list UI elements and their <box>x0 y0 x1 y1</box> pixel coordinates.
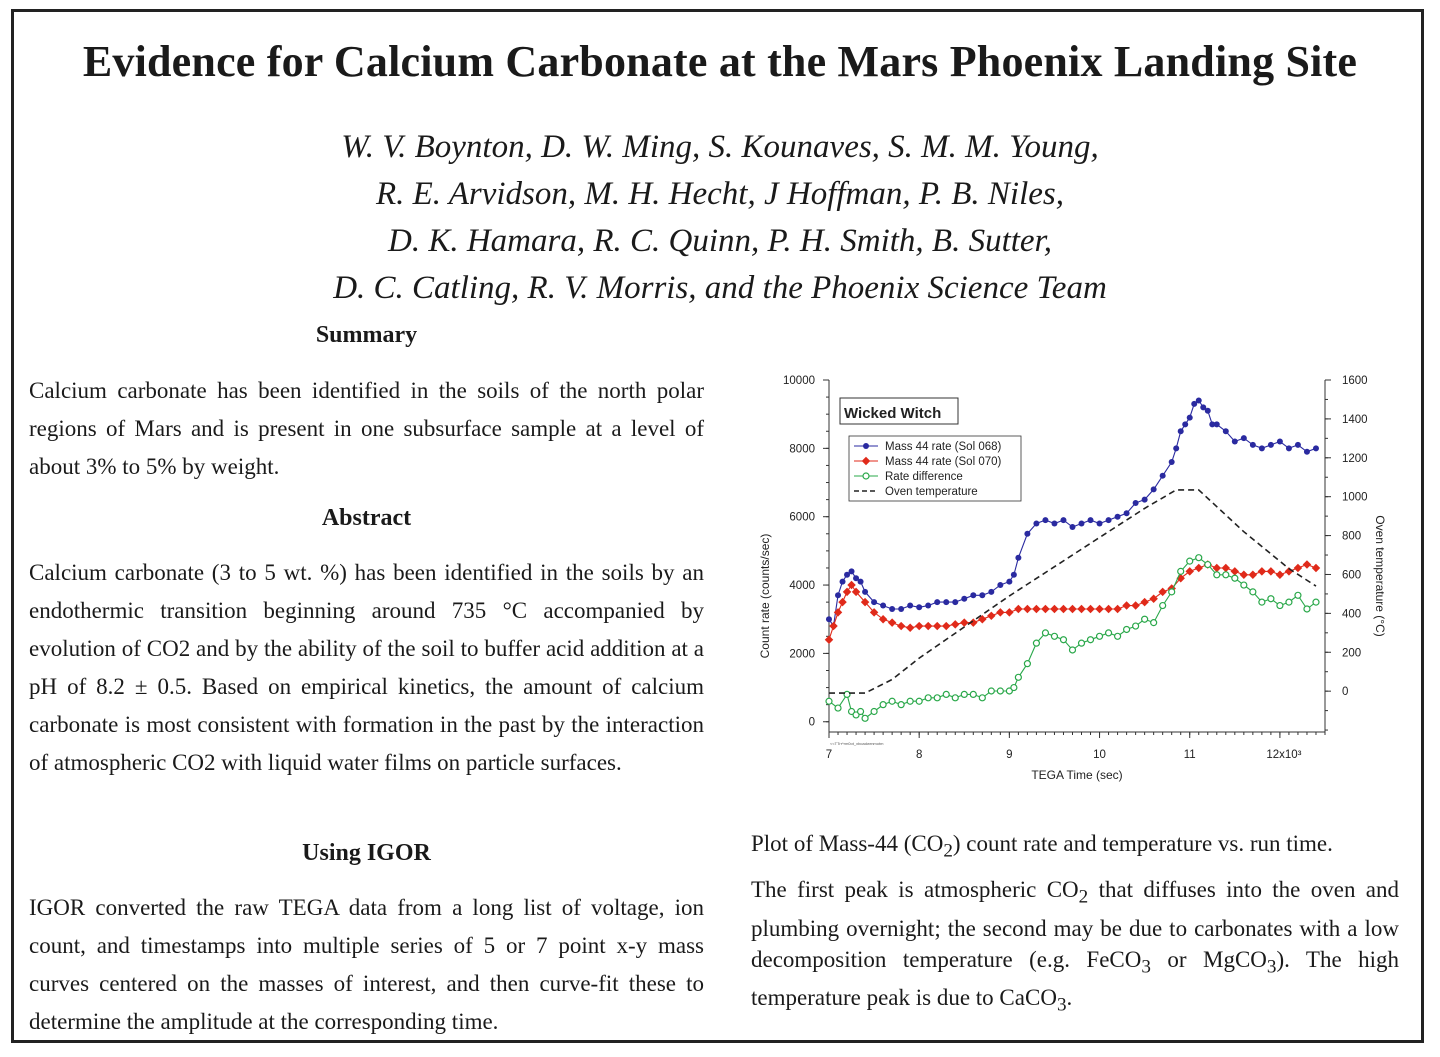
data-point <box>906 624 914 632</box>
data-point <box>1051 633 1057 639</box>
data-point <box>1241 435 1247 441</box>
y-tick-label: 2000 <box>789 648 815 661</box>
data-point <box>1050 605 1058 613</box>
data-point <box>961 691 967 697</box>
data-point <box>1024 661 1030 667</box>
x-tick-label: 12x10³ <box>1266 749 1302 761</box>
x-axis-label: TEGA Time (sec) <box>1031 768 1123 782</box>
data-point <box>1077 605 1085 613</box>
data-point <box>915 622 923 630</box>
caption-text: ). The high temperature peak is due to CaCO <box>751 946 1399 1011</box>
y2-tick-label: 800 <box>1342 530 1362 543</box>
data-point <box>858 708 864 714</box>
data-point <box>1124 510 1130 516</box>
data-point <box>1286 599 1292 605</box>
data-point <box>898 606 904 612</box>
data-point <box>898 702 904 708</box>
data-point <box>1169 459 1175 465</box>
data-point <box>1295 442 1301 448</box>
data-point <box>1240 571 1248 579</box>
series-line-0 <box>829 401 1316 627</box>
data-point <box>1011 572 1017 578</box>
y-tick-label: 6000 <box>789 511 815 524</box>
data-point <box>934 599 940 605</box>
data-point <box>1223 572 1229 578</box>
chart-figure <box>752 362 1397 792</box>
data-point <box>1042 630 1048 636</box>
data-point <box>943 691 949 697</box>
data-point <box>1303 560 1311 568</box>
data-point <box>1214 572 1220 578</box>
data-point <box>1223 428 1229 434</box>
data-point <box>952 695 958 701</box>
y-tick-label: 4000 <box>789 580 815 593</box>
data-point <box>1294 564 1302 572</box>
data-point <box>1268 442 1274 448</box>
data-point <box>1169 589 1175 595</box>
data-point <box>960 618 968 626</box>
data-point <box>1033 521 1039 527</box>
data-point <box>942 622 950 630</box>
caption-text: . <box>1066 985 1073 1011</box>
data-point <box>1088 637 1094 643</box>
data-point <box>1286 445 1292 451</box>
data-point <box>862 589 868 595</box>
data-point <box>1142 497 1148 503</box>
data-point <box>979 592 985 598</box>
data-point <box>840 579 846 585</box>
data-point <box>858 579 864 585</box>
poster-title: Evidence for Calcium Carbonate at the Mars Phoenix Landing Site <box>82 37 1358 86</box>
data-point <box>1149 594 1157 602</box>
data-point <box>871 708 877 714</box>
caption-text: The first peak is atmospheric CO <box>751 877 1079 902</box>
data-point <box>1014 605 1022 613</box>
y-tick-label: 8000 <box>789 443 815 456</box>
data-point <box>880 603 886 609</box>
data-point <box>1060 637 1066 643</box>
tiny-igor-label: <<TTrr*rm0ot_xboadwrnmotm <box>830 741 884 746</box>
data-point <box>1079 521 1085 527</box>
data-point <box>988 688 994 694</box>
data-point <box>1133 500 1139 506</box>
data-point <box>1249 571 1257 579</box>
data-point <box>1133 623 1139 629</box>
x-tick-label: 9 <box>1006 749 1013 761</box>
data-point <box>1205 408 1211 414</box>
caption-subscript: 3 <box>1266 956 1277 978</box>
data-point <box>1113 605 1121 613</box>
data-point <box>1259 599 1265 605</box>
caption-text: that diffuses into the oven and plumbing overnight; the second may be due to carbonates with a low decomposition temperature (e.g. FeCO <box>751 877 1400 972</box>
data-point <box>829 622 837 630</box>
data-point <box>1259 445 1265 451</box>
data-point <box>924 622 932 630</box>
data-point <box>996 608 1004 616</box>
author-line: D. C. Catling, R. V. Morris, and the Phoenix Science Team <box>333 270 1107 306</box>
data-point <box>1023 605 1031 613</box>
y-tick-label: 0 <box>808 716 815 729</box>
data-point <box>1097 633 1103 639</box>
data-point <box>1178 568 1184 574</box>
data-point <box>907 698 913 704</box>
caption-text: ) count rate and temperature vs. run time. <box>952 831 1333 856</box>
data-point <box>925 695 931 701</box>
data-point <box>880 702 886 708</box>
data-point <box>1196 398 1202 404</box>
data-point <box>1313 445 1319 451</box>
data-point <box>1032 605 1040 613</box>
data-point <box>843 588 851 596</box>
caption-subscript: 2 <box>943 840 953 862</box>
data-point <box>943 599 949 605</box>
data-point <box>1140 598 1148 606</box>
figure-caption-line <box>751 828 1399 867</box>
data-point <box>1068 605 1076 613</box>
data-point <box>1088 517 1094 523</box>
data-point <box>970 592 976 598</box>
data-point <box>1214 421 1220 427</box>
caption-text: Plot of Mass-44 (CO <box>751 831 944 856</box>
data-point <box>1024 531 1030 537</box>
data-point <box>961 596 967 602</box>
data-point <box>889 698 895 704</box>
data-point <box>1250 589 1256 595</box>
summary-heading: Summary <box>315 322 418 348</box>
abstract-heading: Abstract <box>321 505 412 531</box>
y-axis-label: Count rate (counts/sec) <box>758 533 772 659</box>
data-point <box>1258 567 1266 575</box>
data-point <box>1060 517 1066 523</box>
x-tick-label: 7 <box>825 749 833 761</box>
legend-marker <box>863 443 869 449</box>
x-tick-label: 8 <box>915 749 923 761</box>
data-point <box>925 603 931 609</box>
figure-caption-paragraph <box>751 874 1399 1021</box>
data-point <box>1095 605 1103 613</box>
data-point <box>1142 616 1148 622</box>
y-tick-label: 10000 <box>783 375 815 387</box>
legend-marker <box>863 473 869 479</box>
data-point <box>1059 605 1067 613</box>
igor-text: IGOR converted the raw TEGA data from a long list of voltage, ion count, and timestamps into multiple series of 5 or 7 point x-y mass curves centered on the masses of interest, and then curve-fit these to determine the amplitude at the corresponding time. <box>29 895 704 1034</box>
caption-subscript: 3 <box>1141 956 1151 978</box>
data-point <box>1106 517 1112 523</box>
data-point <box>1304 449 1310 455</box>
data-point <box>889 606 895 612</box>
y2-tick-label: 1600 <box>1342 375 1368 387</box>
data-point <box>951 620 959 628</box>
data-point <box>1232 575 1238 581</box>
data-point <box>907 603 913 609</box>
data-point <box>1011 685 1017 691</box>
data-point <box>1079 640 1085 646</box>
data-point <box>1151 620 1157 626</box>
data-point <box>897 622 905 630</box>
data-point <box>1195 564 1203 572</box>
data-point <box>862 715 868 721</box>
data-point <box>1033 640 1039 646</box>
data-point <box>1069 647 1075 653</box>
data-point <box>1006 579 1012 585</box>
x-tick-label: 10 <box>1093 749 1106 761</box>
data-point <box>1267 567 1275 575</box>
data-point <box>1015 555 1021 561</box>
summary-text: Calcium carbonate has been identified in the soils of the north polar regions of Mars and is present in one subsurface sample at a level of about 3% to 5% by weight. <box>29 378 704 479</box>
legend-label: Rate difference <box>885 471 963 483</box>
data-point <box>1276 571 1284 579</box>
abstract-text: Calcium carbonate (3 to 5 wt. %) has been identified in the soils by an endothermic transition beginning around 735 °C accompanied by evolution of CO2 and by the ability of the soil to buffer acid addition at a pH of 8.2 ± 0.5. Based on empirical kinetics, the amount of calcium carbonate is most consistent with formation in the past by the interaction of atmospheric CO2 with liquid water films on particle surfaces. <box>29 560 704 775</box>
y2-tick-label: 1000 <box>1342 491 1368 504</box>
data-point <box>1196 555 1202 561</box>
data-point <box>1295 592 1301 598</box>
data-point <box>987 612 995 620</box>
data-point <box>952 599 958 605</box>
data-point <box>826 698 832 704</box>
data-point <box>838 598 846 606</box>
data-point <box>1182 421 1188 427</box>
legend-label: Mass 44 rate (Sol 068) <box>885 441 1002 453</box>
data-point <box>888 618 896 626</box>
data-point <box>1304 606 1310 612</box>
data-point <box>1187 415 1193 421</box>
y2-tick-label: 1200 <box>1342 452 1368 465</box>
y2-tick-label: 0 <box>1342 686 1349 699</box>
data-point <box>1051 521 1057 527</box>
data-point <box>1222 564 1230 572</box>
data-point <box>933 622 941 630</box>
data-point <box>1277 603 1283 609</box>
legend-label: Oven temperature <box>885 486 978 498</box>
mass44-chart <box>752 362 1397 792</box>
data-point <box>1069 524 1075 530</box>
data-point <box>1005 608 1013 616</box>
data-point <box>916 698 922 704</box>
data-point <box>1097 521 1103 527</box>
data-point <box>1124 626 1130 632</box>
data-point <box>1104 605 1112 613</box>
y2-tick-label: 200 <box>1342 647 1362 660</box>
data-point <box>1312 564 1320 572</box>
y2-tick-label: 400 <box>1342 608 1362 621</box>
caption-subscript: 3 <box>1056 994 1067 1016</box>
data-point <box>934 695 940 701</box>
data-point <box>1160 473 1166 479</box>
y2-axis-label: Oven temperature (°C) <box>1373 515 1387 637</box>
data-point <box>1151 486 1157 492</box>
data-point <box>1106 630 1112 636</box>
data-point <box>835 592 841 598</box>
data-point <box>1205 562 1211 568</box>
data-point <box>1173 445 1179 451</box>
data-point <box>970 691 976 697</box>
caption-text: or MgCO <box>1150 946 1267 972</box>
data-point <box>1185 567 1193 575</box>
data-point <box>1160 603 1166 609</box>
y2-tick-label: 1400 <box>1342 413 1368 426</box>
data-point <box>1268 596 1274 602</box>
data-point <box>1131 601 1139 609</box>
data-point <box>1187 558 1193 564</box>
author-line: D. K. Hamara, R. C. Quinn, P. H. Smith, B. Sutter, <box>388 223 1052 259</box>
author-line: W. V. Boynton, D. W. Ming, S. Kounaves, S. M. M. Young, <box>341 129 1099 165</box>
data-point <box>1122 601 1130 609</box>
author-list <box>0 124 1440 312</box>
data-point <box>879 615 887 623</box>
data-point <box>1015 674 1021 680</box>
data-point <box>835 705 841 711</box>
data-point <box>1178 428 1184 434</box>
data-point <box>997 582 1003 588</box>
data-point <box>1115 633 1121 639</box>
y2-tick-label: 600 <box>1342 569 1362 582</box>
data-point <box>1042 517 1048 523</box>
author-line: R. E. Arvidson, M. H. Hecht, J Hoffman, P. B. Niles, <box>375 176 1065 212</box>
data-point <box>997 688 1003 694</box>
caption-subscript: 2 <box>1078 886 1089 908</box>
data-point <box>1313 599 1319 605</box>
series-line-3 <box>829 490 1316 693</box>
data-point <box>1250 442 1256 448</box>
data-point <box>849 568 855 574</box>
data-point <box>1231 567 1239 575</box>
data-point <box>1241 582 1247 588</box>
data-point <box>979 695 985 701</box>
data-point <box>871 599 877 605</box>
data-point <box>1115 514 1121 520</box>
igor-heading: Using IGOR <box>302 840 431 866</box>
data-point <box>1086 605 1094 613</box>
x-tick-label: 11 <box>1183 749 1196 761</box>
data-point <box>1277 439 1283 445</box>
data-point <box>1232 439 1238 445</box>
data-point <box>826 616 832 622</box>
data-point <box>916 604 922 610</box>
legend-label: Mass 44 rate (Sol 070) <box>885 456 1002 468</box>
data-point <box>1041 605 1049 613</box>
data-point <box>847 581 855 589</box>
data-point <box>988 589 994 595</box>
chart-title: Wicked Witch <box>844 405 942 422</box>
